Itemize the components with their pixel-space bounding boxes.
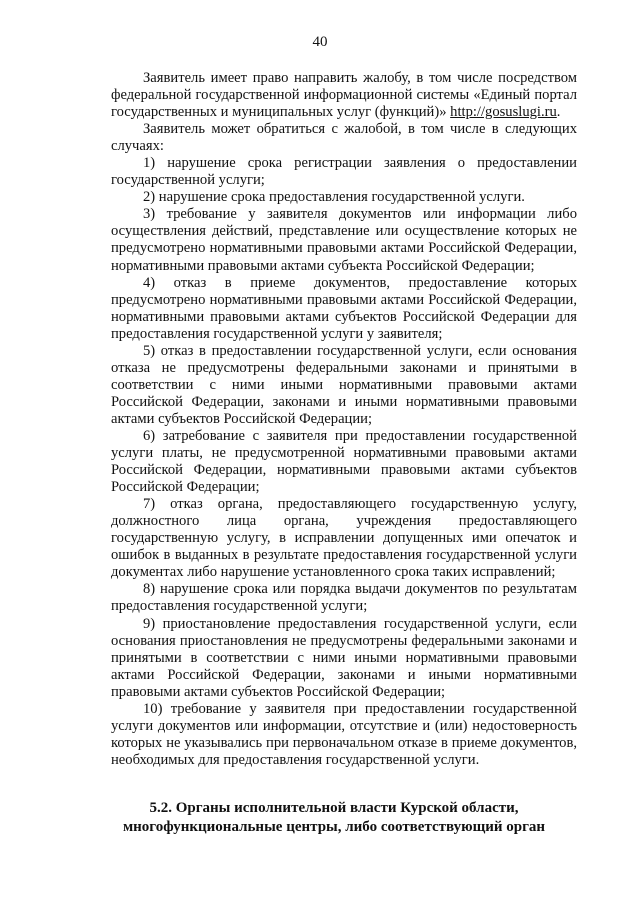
body-text [111, 70, 577, 769]
case-item-9: 9) приостановление предоставления государственной услуги, если основания приостановления не предусмотрены федеральными законами и принятыми в соответствии с ними иными нормативными правовыми актами Российской Федерации, законами и иными нормативными правовыми актами субъектов Российской Федерации; [111, 615, 577, 700]
case-item-10: 10) требование у заявителя при предоставлении государственной услуги документов или информации, отсутствие и (или) недостоверность которых не указывались при первоначальном отказе в приеме документов, необходимых для предоставления государственной услуги. [111, 700, 577, 768]
cases-intro: Заявитель может обратиться с жалобой, в том числе в следующих случаях: [111, 121, 577, 155]
intro-text-end: . [556, 104, 561, 121]
case-item-1: 1) нарушение срока регистрации заявления о предоставлении государственной услуги; [111, 155, 577, 189]
section-heading-line-2: многофункциональные центры, либо соответствующий орган [122, 819, 546, 835]
page-number: 40 [312, 34, 328, 50]
section-heading [100, 799, 568, 837]
case-item-2: 2) нарушение срока предоставления государственной услуги. [143, 189, 525, 206]
case-item-7: 7) отказ органа, предоставляющего государственную услугу, должностного лица органа, учреждения предоставляющего государственную услугу, в исправлении допущенных ими опечаток и ошибок в выданных в результате предоставления государственной услуги документах либо нарушение установленного срока таких исправлений; [111, 496, 577, 581]
case-item-6: 6) затребование с заявителя при предоставлении государственной услуги платы, не предусмотренной нормативными правовыми актами Российской Федерации, нормативными правовыми актами субъектов Российской Федерации; [111, 427, 577, 496]
case-item-8: 8) нарушение срока или порядка выдачи документов по результатам предоставления государственной услуги; [111, 581, 577, 615]
intro-paragraph [111, 70, 577, 121]
case-item-5: 5) отказ в предоставлении государственной услуги, если основания отказа не предусмотрены федеральными законами и принятыми в соответствии с ними иными нормативными правовыми актами Российской Федерации, законами и иными нормативными правовыми актами субъектов Российской Федерации; [111, 342, 577, 427]
case-item-4: 4) отказ в приеме документов, предоставление которых предусмотрено нормативными правовыми актами Российской Федерации, нормативными правовыми актами субъектов Российской Федерации для предоставления государственной услуги у заявителя; [111, 274, 577, 342]
intro-text: Заявитель имеет право направить жалобу, в том числе посредством федеральной государственной информационной системы «Единый портал государственных и муниципальных услуг (функций)» [111, 70, 577, 121]
section-heading-line-1: 5.2. Органы исполнительной власти Курской области, [149, 800, 519, 816]
case-item-3: 3) требование у заявителя документов или информации либо осуществления действий, представление или осуществление которых не предусмотрено нормативными правовыми актами Российской Федерации, нормативными правовыми актами субъекта Российской Федерации; [111, 206, 577, 274]
gosuslugi-link[interactable]: http://gosuslugi.ru [450, 104, 557, 121]
